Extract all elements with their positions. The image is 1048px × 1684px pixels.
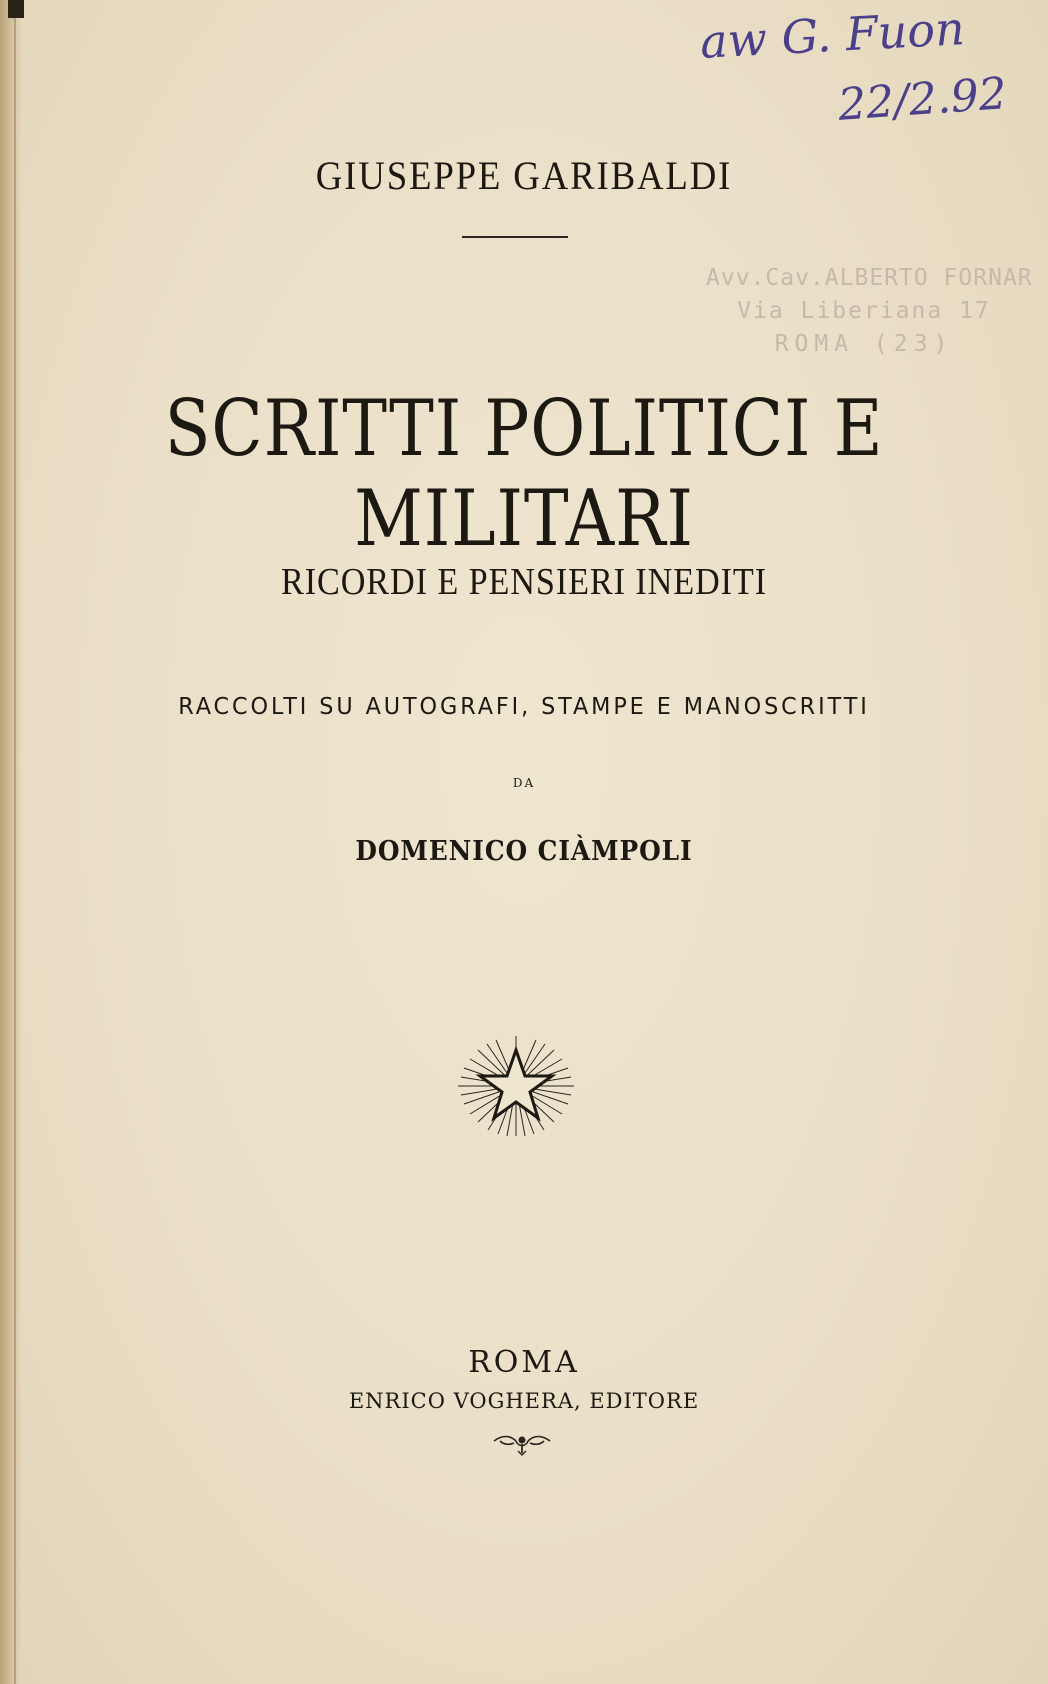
editor-name: DOMENICO CIÀMPOLI [355,836,693,867]
stamp-line-name: Avv.Cav.ALBERTO FORNAR [706,265,1033,291]
stamp-line-city: ROMA (23) [774,331,954,357]
spine-gutter-line [14,0,16,1684]
page-spine-edge [0,0,22,1684]
stamp-line-street: Via Liberiana 17 [737,298,991,324]
by-label: DA [512,776,536,790]
author-rule-divider [462,236,568,238]
handwritten-owner-note: aw G. Fuon [698,1,966,69]
radiant-star-icon [454,1034,578,1138]
binding-corner [8,0,24,18]
author-name: GIUSEPPE GARIBALDI [315,153,733,198]
handwritten-annotation [648,1,1048,138]
ownership-stamp [706,262,1033,374]
book-subtitle: RICORDI E PENSIERI INEDITI [280,561,767,603]
fleuron-icon [492,1431,552,1457]
publisher-name: ENRICO VOGHERA, EDITORE [348,1389,700,1413]
collected-from-line: RACCOLTI SU AUTOGRAFI, STAMPE E MANOSCRITTI [178,694,870,720]
handwritten-date: 22/2.92 [836,68,1009,131]
publication-city: ROMA [468,1345,580,1380]
book-title: SCRITTI POLITICI E MILITARI [164,384,884,564]
